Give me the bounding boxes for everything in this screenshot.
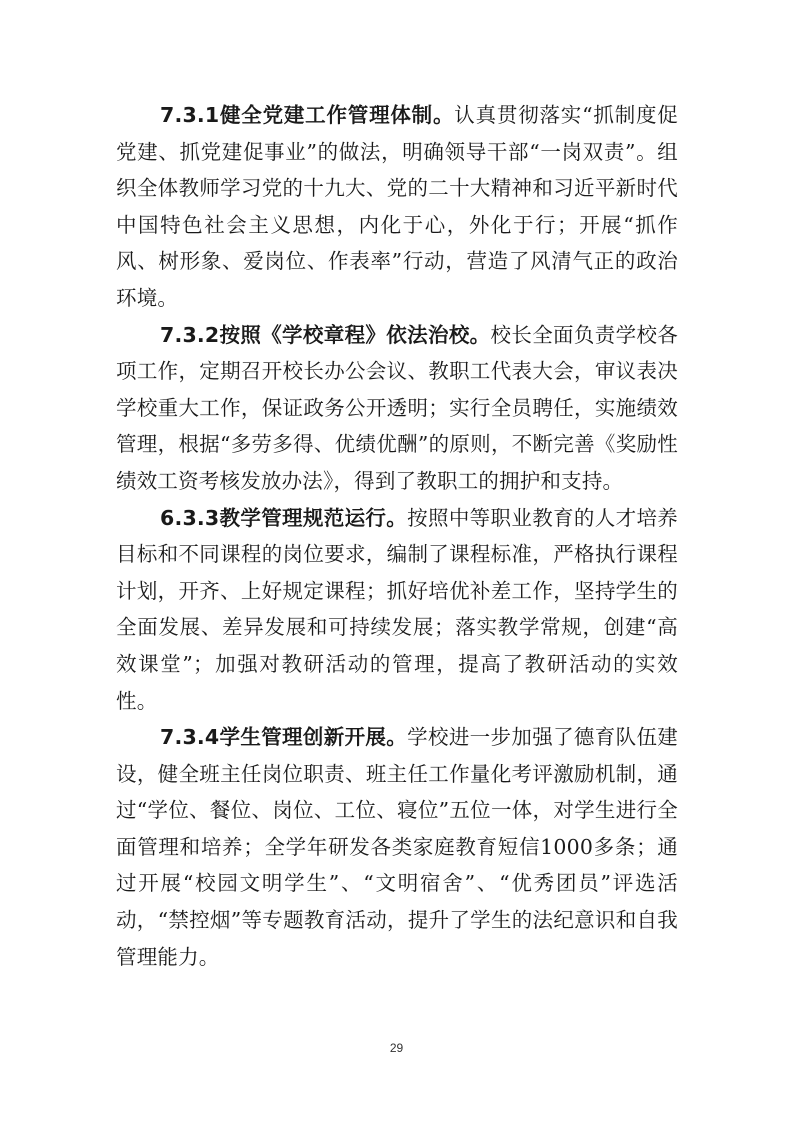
section-text-6-3-3: 按照中等职业教育的人才培养目标和不同课程的岗位要求，编制了课程标准，严格执行课程计划，开齐、上好规定课程；抓好培优补差工作，坚持学生的全面发展、差异发展和可持续发展；落实教学常规，创建“高效课堂”；加强对教研活动的管理，提高了教研活动的实效性。 [116, 505, 678, 713]
paragraph-student-management [116, 719, 678, 975]
section-heading-7-3-2: 7.3.2按照《学校章程》依法治校。 [160, 322, 491, 347]
section-heading-6-3-3: 6.3.3教学管理规范运行。 [160, 505, 408, 530]
paragraph-party-building [116, 97, 678, 317]
section-text-7-3-1: 认真贯彻落实“抓制度促党建、抓党建促事业”的做法，明确领导干部“一岗双责”。组织全体教师学习党的十九大、党的二十大精神和习近平新时代中国特色社会主义思想，内化于心，外化于行；开展“抓作风、树形象、爱岗位、作表率”行动，营造了风清气正的政治环境。 [116, 103, 678, 310]
paragraph-teaching-management [116, 500, 678, 720]
section-heading-7-3-4: 7.3.4学生管理创新开展。 [160, 725, 408, 750]
section-text-7-3-2: 校长全面负责学校各项工作，定期召开校长办公会议、教职工代表大会，审议表决学校重大工作，保证政务公开透明；实行全员聘任，实施绩效管理，根据“多劳多得、优绩优酬”的原则，不断完善《奖励性绩效工资考核发放办法》，得到了教职工的拥护和支持。 [116, 322, 678, 493]
section-text-7-3-4: 学校进一步加强了德育队伍建设，健全班主任岗位职责、班主任工作量化考评激励机制，通过“学位、餐位、岗位、工位、寝位”五位一体，对学生进行全面管理和培养；全学年研发各类家庭教育短信1000多条；通过开展“校园文明学生”、“文明宿舍”、“优秀团员”评选活动，“禁控烟”等专题教育活动，提升了学生的法纪意识和自我管理能力。 [116, 725, 678, 969]
document-body [116, 97, 678, 975]
page-number: 29 [389, 1041, 404, 1055]
paragraph-school-charter [116, 317, 678, 500]
section-heading-7-3-1: 7.3.1健全党建工作管理体制。 [160, 103, 455, 127]
